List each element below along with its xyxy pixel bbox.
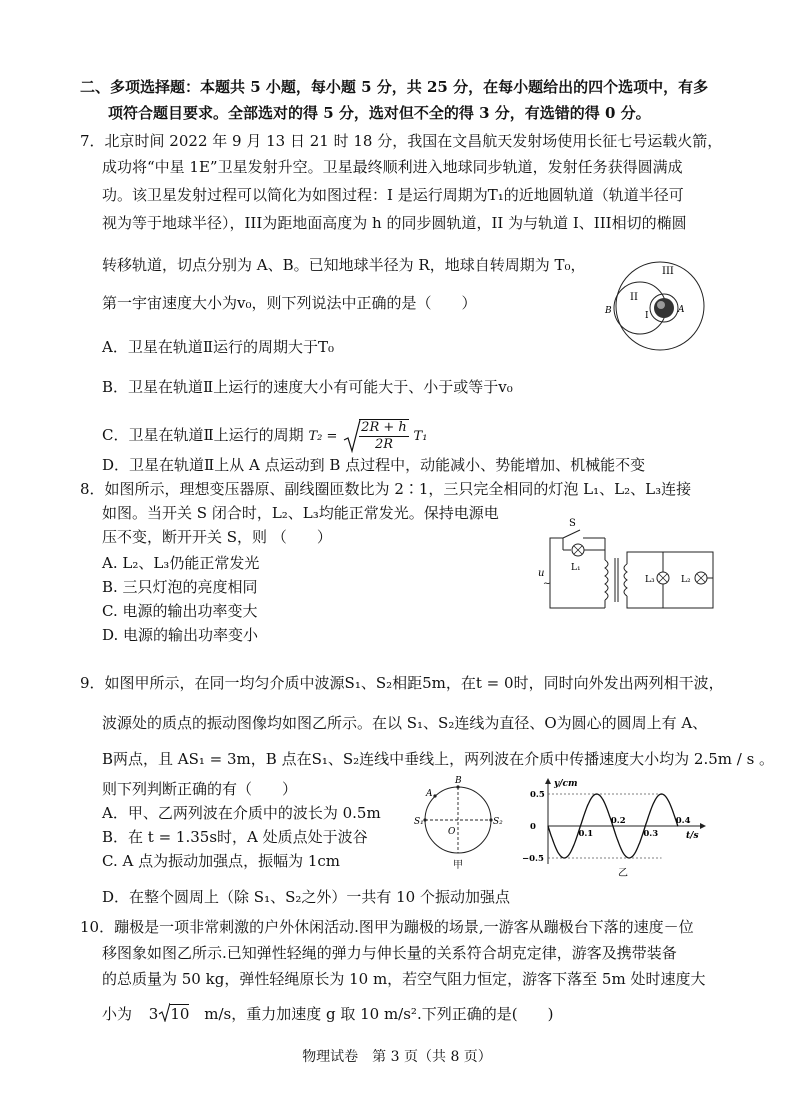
section-heading-line1: 二、多项选择题：本题共 5 小题，每小题 5 分，共 25 分，在每小题给出的四个选项中，有多 (80, 78, 709, 96)
q10-radicand: 10 (170, 1005, 190, 1023)
vibration-data-point (596, 793, 597, 794)
q10-text-post: m/s，重力加速度 g 取 10 m/s².下列正确的是( ) (204, 1005, 554, 1023)
sqrt-radicand (359, 419, 409, 453)
formula-tail: T₁ (413, 429, 428, 444)
transformer-circuit-figure (535, 516, 725, 616)
label-l3: L₃ (645, 575, 655, 585)
q7-option-a: A．卫星在轨道Ⅱ运行的周期大于T₀ (102, 338, 335, 356)
label-o: O (448, 827, 456, 837)
wave-source-circle-figure (412, 774, 512, 874)
label-s1: S₁ (414, 817, 424, 827)
q10-line: 的总质量为 50 kg，弹性轻绳原长为 10 m，若空气阻力恒定，游客下落至 5m 处时速度大 (102, 970, 706, 988)
q7-option-b: B．卫星在轨道Ⅱ上运行的速度大小有可能大于、小于或等于v₀ (102, 378, 513, 396)
q8-option-a: A. L₂、L₃仍能正常发光 (102, 554, 260, 572)
q7-period-formula (308, 418, 427, 454)
q7-option-c-text: C．卫星在轨道Ⅱ上运行的周期 (102, 426, 304, 444)
y-axis-arrow-icon (545, 778, 551, 784)
q9-option-b: B．在 t = 1.35s时，A 处质点处于波谷 (102, 828, 368, 846)
label-s2: S₂ (493, 817, 503, 827)
y-tick-label: 0.5 (530, 790, 545, 800)
x-axis-label: t/s (686, 831, 699, 841)
y-tick-label: −0.5 (522, 854, 544, 864)
x-tick-label: 0.1 (578, 829, 594, 839)
q8-line: 压不变，断开开关 S，则 （ ） (102, 528, 332, 546)
q9-option-d: D．在整个圆周上（除 S₁、S₂之外）一共有 10 个振动加强点 (102, 888, 510, 906)
q10-line: 10．蹦极是一项非常刺激的户外休闲活动.图甲为蹦极的场景,一游客从蹦极台下落的速度－位 (80, 918, 694, 936)
label-a: A (678, 305, 685, 315)
label-u: u (538, 568, 545, 579)
label-b: B (455, 776, 462, 786)
label-l1: L₁ (571, 563, 581, 573)
formula-denominator: 2R (374, 437, 393, 452)
section-heading-line2: 项符合题目要求。全部选对的得 5 分，选对但不全的得 3 分，有选错的得 0 分。 (108, 104, 651, 122)
label-ii: II (630, 292, 638, 303)
y-tick-label: 0 (530, 822, 536, 832)
q9-line: 波源处的质点的振动图像均如图乙所示。在以 S₁、S₂连线为直径、O为圆心的圆周上有 A、 (102, 714, 708, 732)
formula-lhs: T₂ = (308, 429, 338, 444)
label-s: S (569, 518, 576, 529)
y-axis-label: y/cm (554, 779, 578, 789)
label-b: B (605, 306, 612, 316)
q7-line: 视为等于地球半径），III为距地面高度为 h 的同步圆轨道，II 为与轨道 I、III相切的椭圆 (102, 214, 687, 232)
vibration-data-point (564, 857, 565, 858)
x-axis-arrow-icon (700, 823, 706, 829)
x-tick-label: 0.4 (675, 816, 691, 826)
orbit-figure (600, 258, 710, 358)
label-ac: ~ (543, 579, 551, 589)
vibration-data-point (629, 857, 630, 858)
x-tick-label: 0.3 (643, 829, 659, 839)
secondary-coil (624, 564, 627, 596)
q8-option-d: D. 电源的输出功率变小 (102, 626, 259, 644)
label-l2: L₂ (681, 575, 691, 585)
label-i: I (645, 311, 649, 321)
q7-line: 7．北京时间 2022 年 9 月 13 日 21 时 18 分，我国在文昌航天发射场使用长征七号运载火箭， (80, 132, 723, 150)
figure-caption-jia: 甲 (453, 860, 463, 871)
vibration-data-point (547, 825, 548, 826)
q10-line-last (102, 1002, 553, 1028)
q7-line: 第一宇宙速度大小为v₀，则下列说法中正确的是（ ） (102, 294, 477, 312)
figure-caption-yi: 乙 (618, 868, 628, 879)
q10-radical-coefficient: 3 (148, 1005, 159, 1023)
q7-line: 转移轨道，切点分别为 A、B。已知地球半径为 R，地球自转周期为 T₀， (102, 256, 586, 274)
q7-line: 功。该卫星发射过程可以简化为如图过程：I 是运行周期为T₁的近地圆轨道（轨道半径可 (102, 186, 684, 204)
vibration-data-point (645, 825, 646, 826)
label-iii: III (662, 266, 674, 277)
q9-line: 则下列判断正确的有（ ） (102, 780, 298, 798)
q9-line: B两点，且 AS₁ = 3m，B 点在S₁、S₂连线中垂线上，两列波在介质中传播速度大小均为 2.5m / s 。 (102, 750, 775, 768)
q7-line: 成功将“中星 1E”卫星发射升空。卫星最终顺利进入地球同步轨道，发射任务获得圆满成 (102, 158, 683, 176)
x-tick-label: 0.2 (610, 816, 626, 826)
switch-s (563, 530, 580, 538)
q7-option-c (102, 418, 427, 454)
sqrt-sign-icon (158, 1002, 170, 1028)
q8-option-c: C. 电源的输出功率变大 (102, 602, 258, 620)
q8-line: 8．如图所示，理想变压器原、副线圈匝数比为 2∶1，三只完全相同的灯泡 L₁、L₂、L₃连接 (80, 480, 692, 498)
primary-coil (605, 560, 608, 600)
q10-text-pre: 小为 (102, 1005, 133, 1023)
vibration-data-point (661, 793, 662, 794)
vibration-data-point (580, 825, 581, 826)
q10-line: 移图象如图乙所示.已知弹性轻绳的弹力与伸长量的关系符合胡克定律，游客及携带装备 (102, 944, 677, 962)
label-a: A (426, 789, 433, 799)
formula-numerator: 2R + h (361, 420, 407, 435)
q8-line: 如图。当开关 S 闭合时，L₂、L₃均能正常发光。保持电源电 (102, 504, 499, 522)
q9-option-a: A．甲、乙两列波在介质中的波长为 0.5m (102, 804, 381, 822)
q7-option-d: D．卫星在轨道Ⅱ上从 A 点运动到 B 点过程中，动能减小、势能增加、机械能不变 (102, 456, 646, 474)
q8-option-b: B. 三只灯泡的亮度相同 (102, 578, 258, 596)
earth-icon (654, 298, 674, 318)
q9-option-c: C. A 点为振动加强点，振幅为 1cm (102, 852, 341, 870)
vibration-graph-figure (518, 776, 714, 880)
q9-line: 9．如图甲所示，在同一均匀介质中波源S₁、S₂相距5m，在t = 0时，同时向外发出两列相干波， (80, 674, 724, 692)
page-footer: 物理试卷 第 3 页（共 8 页） (302, 1049, 492, 1065)
